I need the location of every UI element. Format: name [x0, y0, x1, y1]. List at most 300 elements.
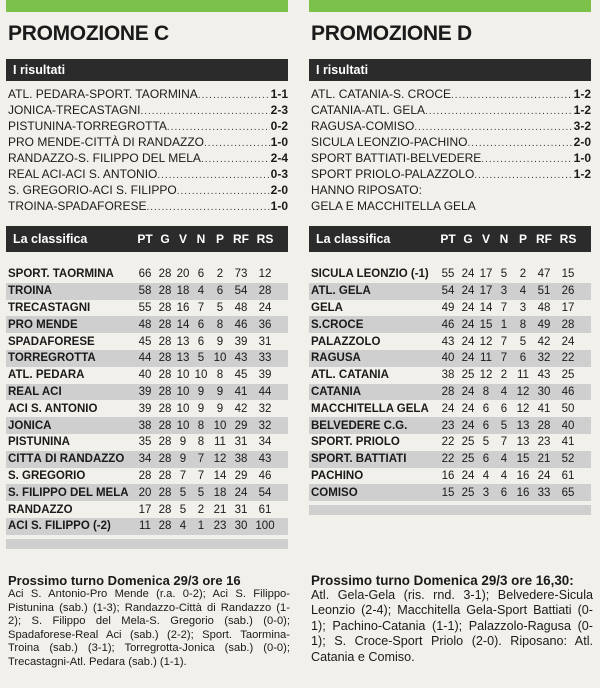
team-name: COMISO: [311, 486, 358, 499]
stat-rf: 32: [537, 352, 551, 365]
standings-row: [309, 283, 591, 300]
stat-v: 17: [479, 285, 493, 298]
stat-v: 10: [176, 369, 190, 382]
standings-row: [6, 283, 288, 300]
team-name: PACHINO: [311, 469, 364, 482]
stat-g: 25: [461, 436, 475, 449]
stat-n: 5: [500, 268, 508, 281]
standings-row: [6, 518, 288, 535]
stat-rf: 24: [234, 486, 248, 499]
standings-row: [6, 434, 288, 451]
stat-rs: 54: [258, 486, 272, 499]
standings-row: [309, 451, 591, 468]
stat-g: 28: [158, 285, 172, 298]
stat-v: 6: [482, 419, 490, 432]
stat-rs: 31: [258, 335, 272, 348]
stat-pt: 38: [441, 369, 455, 382]
team-name: GELA: [311, 301, 343, 314]
result-score: 2-4: [270, 151, 288, 165]
leader-dots: [146, 200, 269, 216]
stat-n: 7: [197, 301, 205, 314]
stat-v: 12: [479, 335, 493, 348]
stat-rf: 45: [234, 369, 248, 382]
stat-g: 28: [158, 419, 172, 432]
stat-pt: 39: [138, 385, 152, 398]
stat-p: 10: [213, 352, 227, 365]
stat-rs: 46: [561, 385, 575, 398]
results-list: [311, 86, 591, 214]
stat-n: 6: [197, 335, 205, 348]
stat-p: 3: [519, 301, 527, 314]
stat-g: 24: [461, 301, 475, 314]
stat-v: 7: [179, 469, 187, 482]
standings-row: [6, 384, 288, 401]
column-header-rf: RF: [536, 232, 552, 246]
results-header: I risultati: [309, 59, 591, 81]
standings-header: [6, 226, 288, 252]
stat-v: 5: [179, 503, 187, 516]
column-header-p: P: [215, 232, 224, 246]
standings-row: [309, 333, 591, 350]
result-row: [311, 86, 591, 102]
result-row: [8, 150, 288, 166]
stat-pt: 28: [138, 469, 152, 482]
stat-rf: 29: [234, 419, 248, 432]
stat-n: 5: [500, 419, 508, 432]
stat-v: 13: [176, 352, 190, 365]
team-name: PALAZZOLO: [311, 335, 381, 348]
stat-rf: 41: [234, 385, 248, 398]
stat-rs: 26: [561, 285, 575, 298]
stat-p: 14: [213, 469, 227, 482]
stat-p: 6: [216, 285, 224, 298]
next-round-title: Prossimo turno Domenica 29/3 ore 16,30:: [311, 573, 574, 588]
stat-rs: 39: [258, 369, 272, 382]
stat-pt: 15: [441, 486, 455, 499]
result-match: RANDAZZO-S. FILIPPO DEL MELA: [8, 151, 201, 165]
stat-n: 1: [197, 520, 205, 533]
stat-v: 8: [482, 385, 490, 398]
stat-rf: 41: [537, 402, 551, 415]
standings-table: [6, 266, 288, 535]
stat-p: 2: [519, 268, 527, 281]
results-list: [8, 86, 288, 214]
result-score: 1-2: [573, 167, 591, 181]
stat-p: 13: [516, 419, 530, 432]
standings-row: [6, 484, 288, 501]
team-name: REAL ACI: [8, 385, 62, 398]
result-match: SPORT BATTIATI-BELVEDERE: [311, 151, 482, 165]
standings-row: [6, 266, 288, 283]
team-name: BELVEDERE C.G.: [311, 419, 408, 432]
stat-n: 7: [500, 352, 508, 365]
result-score: 3-2: [573, 119, 591, 133]
stat-g: 24: [461, 268, 475, 281]
league-title: PROMOZIONE C: [8, 22, 169, 45]
stat-n: 6: [197, 268, 205, 281]
stat-pt: 38: [138, 419, 152, 432]
stat-rs: 65: [561, 486, 575, 499]
result-row: [311, 118, 591, 134]
stat-rs: 36: [258, 318, 272, 331]
team-name: JONICA: [8, 419, 52, 432]
standings-row: [309, 300, 591, 317]
result-score: 2-3: [270, 103, 288, 117]
stat-n: 4: [500, 453, 508, 466]
stat-v: 20: [176, 268, 190, 281]
stat-p: 11: [517, 369, 529, 382]
standings-row: [309, 384, 591, 401]
stat-g: 28: [158, 469, 172, 482]
team-name: SPORT. BATTIATI: [311, 453, 407, 466]
stat-rs: 34: [258, 436, 272, 449]
stat-n: 7: [500, 436, 508, 449]
column-header-g: G: [463, 232, 473, 246]
stat-rf: 73: [234, 268, 248, 281]
stat-p: 2: [216, 268, 224, 281]
stat-p: 13: [516, 436, 530, 449]
stat-rf: 48: [234, 301, 248, 314]
green-header-strip-right: [309, 0, 591, 12]
stat-rf: 29: [234, 469, 248, 482]
stat-pt: 55: [138, 301, 152, 314]
stat-p: 16: [516, 486, 530, 499]
stat-rf: 48: [537, 301, 551, 314]
standings-row: [6, 350, 288, 367]
standings-row: [6, 501, 288, 518]
stat-n: 7: [500, 301, 508, 314]
standings-row: [6, 417, 288, 434]
column-header-n: N: [196, 232, 206, 246]
stat-v: 10: [176, 385, 190, 398]
stat-n: 6: [500, 486, 508, 499]
stat-n: 4: [500, 469, 508, 482]
stat-pt: 45: [138, 335, 152, 348]
stat-p: 6: [519, 352, 527, 365]
stat-n: 7: [197, 469, 205, 482]
stat-p: 21: [213, 503, 227, 516]
stat-g: 25: [461, 369, 475, 382]
stat-g: 28: [158, 453, 172, 466]
result-row: [311, 166, 591, 182]
stat-rs: 40: [561, 419, 575, 432]
stat-p: 10: [213, 419, 227, 432]
stat-v: 4: [482, 469, 490, 482]
result-match: JONICA-TRECASTAGNI: [8, 103, 141, 117]
stat-p: 12: [516, 402, 530, 415]
stat-n: 2: [500, 369, 508, 382]
rest-note: GELA E MACCHITELLA GELA: [311, 199, 476, 213]
result-match: TROINA-SPADAFORESE: [8, 199, 147, 213]
stat-rs: 61: [561, 469, 575, 482]
stat-v: 3: [482, 486, 490, 499]
result-row: [8, 182, 288, 198]
stat-rf: 43: [537, 369, 551, 382]
stat-n: 9: [197, 385, 205, 398]
stat-v: 11: [480, 352, 492, 365]
result-match: S. GREGORIO-ACI S. FILIPPO: [8, 183, 177, 197]
leader-dots: [467, 136, 572, 152]
stat-rf: 31: [234, 503, 248, 516]
result-row: [8, 118, 288, 134]
stat-rf: 54: [234, 285, 248, 298]
stat-n: 6: [500, 402, 508, 415]
stat-n: 7: [197, 453, 205, 466]
stat-p: 15: [516, 453, 530, 466]
stat-rf: 38: [234, 453, 248, 466]
stat-rf: 51: [537, 285, 551, 298]
team-name: SPORT. PRIOLO: [311, 436, 400, 449]
stat-g: 24: [461, 419, 475, 432]
team-name: TROINA: [8, 285, 53, 298]
standings-row: [309, 417, 591, 434]
team-name: SICULA LEONZIO (-1): [311, 268, 429, 281]
stat-p: 4: [519, 285, 527, 298]
stat-v: 9: [179, 436, 187, 449]
standings-title: La classifica: [316, 232, 391, 246]
standings-row: [6, 316, 288, 333]
stat-rs: 46: [258, 469, 272, 482]
standings-row: [6, 400, 288, 417]
stat-rs: 61: [258, 503, 272, 516]
stat-g: 28: [158, 369, 172, 382]
stat-rs: 12: [258, 268, 272, 281]
stat-pt: 35: [138, 436, 152, 449]
standings-row: [309, 400, 591, 417]
stat-v: 17: [479, 268, 493, 281]
standings-row: [309, 468, 591, 485]
stat-rs: 25: [561, 369, 575, 382]
stat-g: 25: [461, 453, 475, 466]
result-row: [8, 102, 288, 118]
team-name: PRO MENDE: [8, 318, 78, 331]
stat-rs: 43: [258, 453, 272, 466]
team-name: SPADAFORESE: [8, 335, 95, 348]
result-row: [8, 198, 288, 214]
stat-g: 28: [158, 486, 172, 499]
result-score: 2-0: [573, 135, 591, 149]
standings-row: [6, 300, 288, 317]
stat-g: 25: [461, 486, 475, 499]
stat-v: 5: [179, 486, 187, 499]
stat-g: 28: [158, 352, 172, 365]
stat-pt: 48: [138, 318, 152, 331]
stat-rs: 17: [561, 301, 575, 314]
stat-n: 4: [500, 385, 508, 398]
team-name: SPORT. TAORMINA: [8, 268, 114, 281]
stat-p: 11: [214, 436, 226, 449]
leader-dots: [425, 104, 573, 120]
stat-g: 28: [158, 503, 172, 516]
team-name: TORREGROTTA: [8, 352, 96, 365]
stat-g: 24: [461, 469, 475, 482]
result-match: RAGUSA-COMISO: [311, 119, 415, 133]
next-round-fixtures: Atl. Gela-Gela (ris. rnd. 3-1); Belvedere-Sicula Leonzio (2-4); Macchitella Gela-Sport Battiati (0-1); Pachino-Catania (1-1); Palazzolo-Ragusa (0-1); S. Croce-Sport Priolo (2-0). Riposano: Atl. Catania e Comiso.: [311, 588, 593, 664]
stat-n: 1: [500, 318, 508, 331]
stat-rf: 42: [234, 402, 248, 415]
result-row: [311, 102, 591, 118]
standings-row: [309, 484, 591, 501]
stat-v: 10: [176, 419, 190, 432]
result-match: ATL. PEDARA-SPORT. TAORMINA: [8, 87, 198, 101]
stat-n: 7: [500, 335, 508, 348]
stat-v: 9: [179, 453, 187, 466]
team-name: TRECASTAGNI: [8, 301, 91, 314]
column-header-v: V: [178, 232, 187, 246]
stat-rf: 49: [537, 318, 551, 331]
stat-g: 28: [158, 402, 172, 415]
result-match: ATL. CATANIA-S. CROCE: [311, 87, 452, 101]
stat-rs: 28: [561, 318, 575, 331]
stat-v: 14: [479, 301, 493, 314]
stat-n: 9: [197, 402, 205, 415]
result-score: 1-1: [270, 87, 288, 101]
stat-v: 15: [479, 318, 493, 331]
standings-row: [6, 468, 288, 485]
result-score: 1-2: [573, 103, 591, 117]
standings-row: [309, 316, 591, 333]
stat-g: 24: [461, 352, 475, 365]
stat-rs: 33: [258, 352, 272, 365]
team-name: RANDAZZO: [8, 503, 73, 516]
stat-rs: 28: [258, 285, 272, 298]
column-header-pt: PT: [440, 232, 456, 246]
team-name: S.CROCE: [311, 318, 364, 331]
result-row: [8, 166, 288, 182]
result-score: 1-0: [270, 199, 288, 213]
next-round: [311, 573, 593, 665]
leader-dots: [198, 88, 270, 104]
stat-pt: 55: [441, 268, 455, 281]
stat-rs: 32: [258, 402, 272, 415]
stat-pt: 28: [441, 385, 455, 398]
stat-rs: 24: [561, 335, 575, 348]
stat-pt: 39: [138, 402, 152, 415]
stat-v: 6: [482, 402, 490, 415]
standings-row: [6, 451, 288, 468]
stat-rf: 23: [537, 436, 551, 449]
next-round-fixtures: Aci S. Antonio-Pro Mende (r.a. 0-2); Aci S. Filippo-Pistunina (sab.) (1-3); Randazzo-Città di Randazzo (1-2); S. Filippo del Mela-S. Gregorio (sab.) (0-0); Spadaforese-Real Aci (sab.) (2-2); Sport. Taormina-Troina (sab.) (3-1); Torregrotta-Jonica (sab.) (0-0); Trecastagni-Atl. Pedara (sab.) (1-1).: [8, 588, 290, 668]
result-match: PRO MENDE-CITTÀ DI RANDAZZO: [8, 135, 205, 149]
result-match: CATANIA-ATL. GELA: [311, 103, 426, 117]
stat-g: 28: [158, 318, 172, 331]
stat-n: 2: [197, 503, 205, 516]
stat-pt: 34: [138, 453, 152, 466]
column-header-rs: RS: [559, 232, 577, 246]
stat-v: 10: [176, 402, 190, 415]
stat-p: 16: [516, 469, 530, 482]
stat-v: 4: [179, 520, 187, 533]
stat-rs: 50: [561, 402, 575, 415]
stat-rf: 46: [234, 318, 248, 331]
team-name: ATL. GELA: [311, 285, 371, 298]
column-header-pt: PT: [137, 232, 153, 246]
stat-pt: 49: [441, 301, 455, 314]
stat-rf: 39: [234, 335, 248, 348]
result-match: SPORT PRIOLO-PALAZZOLO: [311, 167, 475, 181]
stat-rf: 30: [234, 520, 248, 533]
team-name: ATL. CATANIA: [311, 369, 389, 382]
stat-g: 28: [158, 520, 172, 533]
green-header-strip-left: [6, 0, 288, 12]
result-row: [311, 134, 591, 150]
stat-p: 8: [216, 318, 224, 331]
leader-dots: [481, 152, 572, 168]
result-score: 1-2: [573, 87, 591, 101]
team-name: CITTÀ DI RANDAZZO: [8, 453, 125, 466]
team-name: CATANIA: [311, 385, 362, 398]
standings-row: [309, 266, 591, 283]
result-score: 1-0: [270, 135, 288, 149]
stat-pt: 46: [441, 318, 455, 331]
stat-p: 23: [213, 520, 227, 533]
stat-rs: 32: [258, 419, 272, 432]
leader-dots: [451, 88, 573, 104]
stat-pt: 43: [441, 335, 455, 348]
standings-row: [309, 434, 591, 451]
team-name: ATL. PEDARA: [8, 369, 85, 382]
result-score: 0-3: [270, 167, 288, 181]
stat-g: 24: [461, 335, 475, 348]
column-header-g: G: [160, 232, 170, 246]
stat-n: 4: [197, 285, 205, 298]
result-score: 0-2: [270, 119, 288, 133]
standings-table: [309, 266, 591, 501]
result-row: [8, 86, 288, 102]
result-match: SICULA LEONZIO-PACHINO: [311, 135, 468, 149]
stat-g: 28: [158, 436, 172, 449]
stat-pt: 11: [139, 520, 151, 533]
stat-p: 9: [216, 335, 224, 348]
stat-pt: 20: [138, 486, 152, 499]
stat-p: 12: [213, 453, 227, 466]
result-score: 1-0: [573, 151, 591, 165]
result-score: 2-0: [270, 183, 288, 197]
stat-rs: 22: [561, 352, 575, 365]
result-match: PISTUNINA-TORREGROTTA: [8, 119, 167, 133]
stat-rs: 100: [255, 520, 275, 533]
next-round: [8, 573, 290, 670]
stat-n: 10: [194, 369, 208, 382]
stat-pt: 23: [441, 419, 455, 432]
result-match: REAL ACI-ACI S. ANTONIO: [8, 167, 158, 181]
column-header-p: P: [518, 232, 527, 246]
stat-rf: 24: [537, 469, 551, 482]
stat-p: 12: [516, 385, 530, 398]
results-header: I risultati: [6, 59, 288, 81]
stat-pt: 17: [138, 503, 152, 516]
stat-rf: 28: [537, 419, 551, 432]
stat-p: 8: [519, 318, 527, 331]
stat-v: 13: [176, 335, 190, 348]
stat-n: 8: [197, 419, 205, 432]
team-name: PISTUNINA: [8, 436, 70, 449]
table-footer-band: [6, 539, 288, 549]
stat-pt: 16: [441, 469, 455, 482]
stat-rs: 41: [561, 436, 575, 449]
stat-p: 8: [216, 369, 224, 382]
stat-g: 28: [158, 385, 172, 398]
stat-g: 24: [461, 285, 475, 298]
team-name: ACI S. ANTONIO: [8, 402, 98, 415]
stat-pt: 58: [138, 285, 152, 298]
column-header-v: V: [481, 232, 490, 246]
leader-dots: [204, 136, 270, 152]
stat-rs: 15: [561, 268, 575, 281]
stat-v: 6: [482, 453, 490, 466]
stat-pt: 22: [441, 436, 455, 449]
team-name: RAGUSA: [311, 352, 361, 365]
